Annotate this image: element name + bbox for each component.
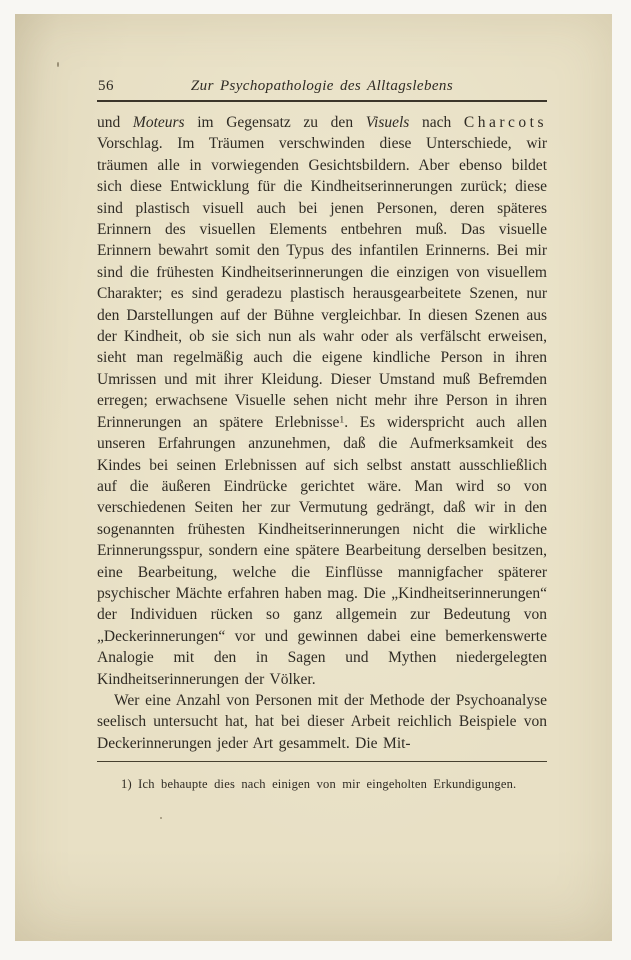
- footnote-text: Ich behaupte dies nach einigen von mir eingeholten Erkundigungen.: [131, 777, 517, 792]
- running-title: Zur Psychopathologie des Alltagslebens: [190, 78, 454, 94]
- page-header: [97, 77, 547, 97]
- text-column: [97, 77, 547, 792]
- footnote-marker: 1): [121, 777, 132, 792]
- body-text: [97, 112, 547, 754]
- paragraph: Wer eine Anzahl von Personen mit der Methode der Psychoanalyse seelisch untersucht hat, hat bei dieser Arbeit reichlich Beispiele von Deckerinnerungen jeder Art gesammelt. Die Mit-: [97, 691, 547, 752]
- paragraph: und Moteurs im Gegensatz zu den Visuels nach Charcots Vorschlag. Im Träumen verschwinden diese Unterschiede, wir träumen alle in vorwiegenden Gesichtsbildern. Aber ebenso bildet sich diese Entwicklung für die Kindheitserinnerungen zurück; diese sind plastisch visuell auch bei jenen Personen, deren späteres Erinnern des visuellen Elements entbehren muß. Das visuelle Erinnern bewahrt somit den Typus des infantilen Erinnerns. Bei mir sind die frühesten Kindheitserinnerungen die einzigen von visuellem Charakter; es sind geradezu plastisch herausgearbeitete Szenen, nur den Darstellungen auf der Bühne vergleichbar. In diesen Szenen aus der Kindheit, ob sie sich nun als wahr oder als verfälscht erweisen, sieht man regelmäßig auch die eigene kindliche Person in ihren Umrissen und mit ihrer Kleidung. Dieser Umstand muß Befremden erregen; erwachsene Visuelle sehen nicht mehr ihre Person in ihren Erinnerungen an spätere Erlebnisse$^1$. Es widerspricht auch allen unseren Erfahrungen anzunehmen, daß die Aufmerksamkeit des Kindes bei seinen Erlebnissen auf sich selbst anstatt ausschließlich auf die äußeren Eindrücke gerichtet wäre. Man wird so von verschiedenen Seiten her zur Vermutung gedrängt, daß wir in den sogenannten frühesten Kindheitserinnerungen nicht die wirkliche Erinnerungsspur, sondern eine spätere Bearbeitung derselben besitzen, eine Bearbeitung, welche die Einflüsse mannigfacher späterer psychischer Mächte erfahren haben mag. Die „Kindheitserinnerungen“ der Individuen rücken so ganz allgemein zur Bedeutung von „Deckerinnerungen“ vor und gewinnen dabei eine bemerkenswerte Analogie mit den in Sagen und Mythen niedergelegten Kindheitserinnerungen der Völker.: [97, 114, 547, 688]
- scan-speck: [160, 817, 162, 819]
- scan-speck: [57, 62, 59, 67]
- book-page: [15, 14, 612, 941]
- page-number: 56: [98, 78, 114, 94]
- footnote: [97, 776, 547, 792]
- footnote-rule: [97, 761, 547, 762]
- header-rule: [97, 100, 547, 102]
